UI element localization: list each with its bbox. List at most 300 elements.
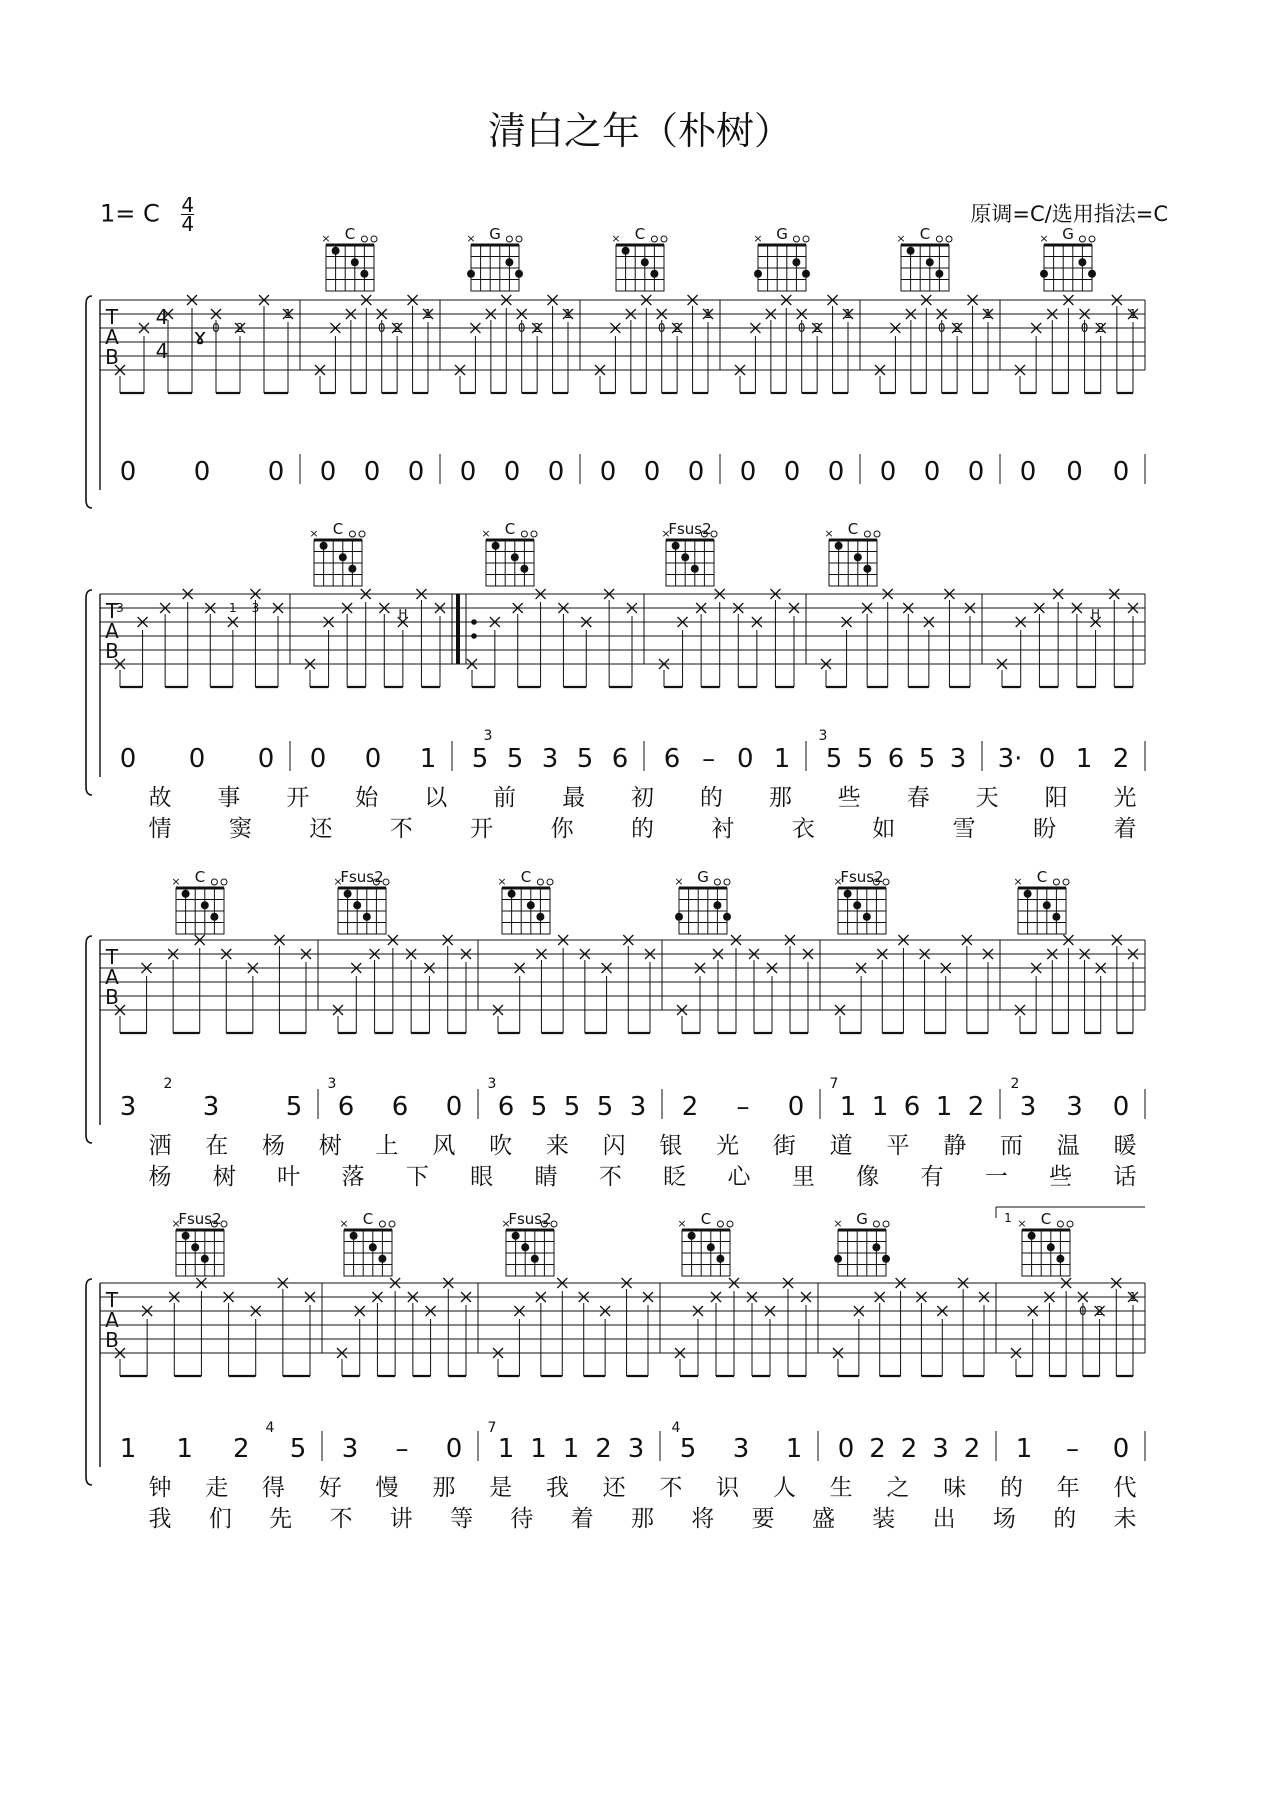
chord-finger-dot (515, 270, 523, 278)
chord-finger-dot (1040, 270, 1048, 278)
grace-note-mark: 7 (829, 1076, 839, 1092)
jianpu-note: 0 (1112, 457, 1130, 487)
lyric-line2-char: 心 (727, 1164, 751, 1190)
lyric-line1-char: 得 (262, 1475, 286, 1501)
tab-time-top: 4 (155, 305, 169, 329)
chord-finger-dot (622, 247, 630, 255)
lyric-line2-char: 树 (212, 1164, 236, 1190)
lyric-line1-char: 阳 (1044, 785, 1068, 811)
lyric-line1-char: 那 (432, 1475, 456, 1501)
chord-open-mark (516, 236, 522, 242)
chord-finger-dot (344, 890, 352, 898)
chord-finger-dot (863, 565, 871, 573)
chord-finger-dot (1028, 1232, 1036, 1240)
chord-open-mark (1057, 1221, 1063, 1227)
lyric-line1-char: 开 (286, 785, 310, 811)
jianpu-note: 1 (785, 1434, 803, 1464)
chord-mute-mark: × (171, 1217, 181, 1230)
repeat-dot (471, 633, 477, 639)
jianpu-note: 5 (471, 744, 489, 774)
chord-name: Fsus2 (840, 868, 884, 886)
tab-fret-digit: 3 (116, 601, 124, 615)
lyric-line2-char: 窦 (228, 816, 252, 842)
chord-finger-dot (511, 553, 519, 561)
chord-mute-mark: × (501, 1217, 511, 1230)
chord-mute-mark: × (466, 232, 476, 245)
grace-note-mark: 7 (487, 1420, 497, 1436)
chord-mute-mark: × (497, 875, 507, 888)
tab-fret-digit: 2 (236, 321, 244, 335)
jianpu-note: 0 (445, 1434, 463, 1464)
lyric-line1-char: 代 (1113, 1475, 1137, 1501)
lyric-line2-char: 话 (1113, 1164, 1137, 1190)
lyric-line2-char: 有 (920, 1164, 944, 1190)
tab-time-bottom: 4 (155, 339, 169, 363)
lyric-line2-char: 杨 (148, 1164, 172, 1190)
lyric-line1-char: 生 (829, 1475, 853, 1501)
chord-open-mark (389, 1221, 395, 1227)
chord-mute-mark: × (661, 527, 671, 540)
chord-open-mark (221, 879, 227, 885)
jianpu-note: 5 (289, 1434, 307, 1464)
chord-finger-dot (723, 913, 731, 921)
chord-finger-dot (688, 1232, 696, 1240)
chord-open-mark (383, 879, 389, 885)
chord-open-mark (379, 1221, 385, 1227)
tab-clef-letter: B (105, 345, 119, 369)
jianpu-note: 0 (643, 457, 661, 487)
tab-fret-digit: 1 (564, 307, 572, 321)
chord-finger-dot (707, 1243, 715, 1251)
lyric-line2-char: 不 (598, 1164, 622, 1190)
chord-finger-dot (716, 1255, 724, 1263)
chord-finger-dot (853, 901, 861, 909)
chord-open-mark (1067, 1221, 1073, 1227)
jianpu-note: 0 (267, 457, 285, 487)
jianpu-note: 1 (119, 1434, 137, 1464)
chord-name: C (504, 520, 516, 538)
jianpu-note: 3· (997, 744, 1023, 774)
chord-finger-dot (872, 1243, 880, 1251)
chord-open-mark (371, 236, 377, 242)
chord-open-mark (874, 531, 880, 537)
tab-fret-digit: 0 (517, 321, 526, 335)
tab-fret-digit: 1 (284, 307, 292, 321)
system-bracket (86, 1279, 92, 1485)
chord-finger-dot (1024, 890, 1032, 898)
lyric-line2-char: 们 (208, 1506, 232, 1532)
lyric-line2-char: 那 (631, 1506, 654, 1532)
tab-fret-digit: 1 (844, 307, 852, 321)
grace-note-mark: 3 (483, 728, 493, 744)
lyric-line2-char: 先 (269, 1506, 293, 1532)
chord-open-mark (551, 1221, 557, 1227)
jianpu-note: 0 (1112, 1434, 1130, 1464)
lyric-line1-char: 人 (772, 1475, 796, 1501)
chord-finger-dot (492, 542, 500, 550)
jianpu-note: 2 (900, 1434, 918, 1464)
lyric-line1-char: 识 (716, 1475, 740, 1501)
chord-open-mark (651, 236, 657, 242)
jianpu-note: 0 (459, 457, 477, 487)
jianpu-note: – (736, 1092, 750, 1122)
chord-mute-mark: × (753, 232, 763, 245)
lyric-line2-char: 睛 (534, 1164, 558, 1190)
lyric-line1-char: 那 (768, 785, 792, 811)
chord-open-mark (883, 1221, 889, 1227)
jianpu-note: 3 (627, 1434, 645, 1464)
tab-fret-digit: 3 (251, 601, 260, 615)
lyric-line2-char: 要 (751, 1506, 775, 1532)
lyric-line1-char: 暖 (1113, 1133, 1137, 1159)
lyric-line2-char: 如 (872, 816, 896, 842)
lyric-line2-char: 落 (341, 1164, 365, 1190)
jianpu-note: 0 (827, 457, 845, 487)
grace-note-mark: 2 (1010, 1076, 1020, 1092)
grace-note-mark: 3 (818, 728, 828, 744)
lyric-line2-char: 出 (932, 1506, 956, 1532)
chord-finger-dot (802, 270, 810, 278)
tab-clef-letter: A (105, 965, 119, 989)
chord-finger-dot (201, 1255, 209, 1263)
chord-finger-dot (754, 270, 762, 278)
chord-open-mark (537, 879, 543, 885)
chord-mute-mark: × (677, 1217, 687, 1230)
key-label: 1= C (100, 199, 160, 228)
jianpu-note: 0 (445, 1092, 463, 1122)
chord-finger-dot (527, 901, 535, 909)
lyric-line2-char: 衣 (791, 816, 815, 842)
lyric-line1-char: 年 (1056, 1475, 1080, 1501)
lyric-line1-char: 以 (424, 785, 448, 811)
tab-fret-digit: 0 (1079, 1304, 1087, 1318)
chord-finger-dot (1056, 1255, 1064, 1263)
chord-mute-mark: × (339, 1217, 349, 1230)
jianpu-note: 0 (119, 744, 137, 774)
lyric-line1-char: 还 (602, 1475, 626, 1501)
lyric-line1-char: 上 (375, 1133, 399, 1159)
chord-finger-dot (935, 270, 943, 278)
chord-name: C (362, 1210, 374, 1228)
chord-finger-dot (834, 1255, 842, 1263)
chord-finger-dot (363, 913, 371, 921)
lyric-line2-char: 不 (329, 1506, 353, 1532)
lyric-line1-char: 初 (631, 785, 654, 811)
lyric-line1-char: 洒 (148, 1133, 172, 1159)
lyric-line2-char: 我 (148, 1506, 172, 1532)
jianpu-note: 0 (783, 457, 801, 487)
chord-open-mark (864, 531, 870, 537)
chord-name: Fsus2 (340, 868, 384, 886)
rest-symbol: ɤ (193, 325, 207, 350)
lyric-line2-char: 衬 (711, 816, 735, 842)
jianpu-note: 0 (319, 457, 337, 487)
chord-name: G (776, 225, 788, 243)
tab-fret-digit: 0 (377, 321, 386, 335)
lyric-line2-char: 眼 (470, 1164, 494, 1190)
chord-mute-mark: × (1013, 875, 1023, 888)
lyric-line1-char: 是 (489, 1475, 513, 1501)
lyric-line2-char: 像 (856, 1164, 880, 1190)
chord-open-mark (531, 531, 537, 537)
lyric-line1-char: 前 (493, 785, 517, 811)
chord-finger-dot (201, 901, 209, 909)
jianpu-note: 6 (611, 744, 629, 774)
chord-finger-dot (467, 270, 475, 278)
lyric-line2-char: 着 (1113, 816, 1137, 842)
chord-open-mark (873, 1221, 879, 1227)
chord-finger-dot (351, 258, 359, 266)
jianpu-note: 1 (871, 1092, 889, 1122)
chord-name: C (700, 1210, 712, 1228)
jianpu-note: 1 (1075, 744, 1093, 774)
tab-fret-digit: 0 (657, 321, 666, 335)
chord-name: G (489, 225, 501, 243)
tab-clef-letter: A (105, 1308, 119, 1332)
jianpu-note: 0 (188, 744, 206, 774)
chord-finger-dot (512, 1232, 520, 1240)
lyric-line1-char: 在 (205, 1133, 229, 1159)
lyric-line1-char: 闪 (602, 1133, 626, 1159)
jianpu-note: 0 (547, 457, 565, 487)
chord-open-mark (717, 1221, 723, 1227)
chord-name: C (332, 520, 344, 538)
lyric-line1-char: 最 (562, 785, 586, 811)
tab-clef-letter: B (105, 1328, 119, 1352)
chord-open-mark (946, 236, 952, 242)
system-bracket (86, 936, 92, 1143)
jianpu-note: 0 (967, 457, 985, 487)
lyric-line1-char: 的 (699, 785, 723, 811)
lyric-line1-char: 慢 (375, 1475, 399, 1501)
lyric-line2-char: 等 (450, 1506, 474, 1532)
chord-mute-mark: × (481, 527, 491, 540)
lyric-line2-char: 里 (791, 1164, 815, 1190)
chord-mute-mark: × (309, 527, 319, 540)
chord-open-mark (727, 1221, 733, 1227)
jianpu-note: 0 (1066, 457, 1083, 487)
lyric-line2-char: 的 (1053, 1506, 1077, 1532)
jianpu-note: 0 (1019, 457, 1037, 487)
original-key: 原调=C/选用指法=C (970, 202, 1168, 226)
lyric-line2-char: 眨 (663, 1164, 687, 1190)
chord-finger-dot (650, 270, 658, 278)
jianpu-note: 3 (932, 1434, 949, 1464)
chord-finger-dot (182, 890, 190, 898)
jianpu-note: 0 (737, 744, 754, 774)
tab-fret-digit: 0 (212, 321, 220, 335)
lyric-line2-char: 一 (984, 1164, 1008, 1190)
lyric-line2-char: 你 (550, 816, 574, 842)
chord-name: C (1036, 868, 1048, 886)
chord-open-mark (883, 879, 889, 885)
jianpu-note: 3 (1066, 1092, 1083, 1122)
jianpu-note: 1 (419, 744, 437, 774)
lyric-line1-char: 始 (355, 785, 379, 811)
chord-name: G (697, 868, 709, 886)
tab-fret-digit: 2 (953, 321, 961, 335)
lyric-line1-char: 不 (659, 1475, 683, 1501)
chord-mute-mark: × (896, 232, 906, 245)
tab-fret-digit: 2 (813, 321, 821, 335)
jianpu-note: 0 (407, 457, 425, 487)
chord-mute-mark: × (824, 527, 834, 540)
chord-finger-dot (520, 565, 528, 573)
chord-finger-dot (1078, 258, 1086, 266)
time-top: 4 (181, 193, 195, 217)
jianpu-note: 3 (341, 1434, 359, 1464)
jianpu-note: 0 (599, 457, 617, 487)
jianpu-note: 3 (732, 1434, 750, 1464)
jianpu-note: 2 (595, 1434, 612, 1464)
lyric-line1-char: 街 (772, 1133, 796, 1159)
chord-open-mark (936, 236, 942, 242)
chord-finger-dot (378, 1255, 386, 1263)
jianpu-note: 3 (629, 1092, 647, 1122)
jianpu-note: 5 (596, 1092, 614, 1122)
tab-fret-digit: 2 (393, 321, 401, 335)
jianpu-note: 0 (1112, 1092, 1130, 1122)
chord-finger-dot (675, 913, 683, 921)
chord-mute-mark: × (171, 875, 181, 888)
jianpu-note: 1 (935, 1092, 953, 1122)
chord-finger-dot (1052, 913, 1060, 921)
chord-open-mark (803, 236, 809, 242)
grace-note-mark: 4 (671, 1420, 681, 1436)
repeat-dot (471, 619, 477, 625)
tab-fret-digit: 2 (1096, 321, 1105, 335)
chord-name: C (194, 868, 206, 886)
jianpu-note: 2 (233, 1434, 250, 1464)
lyric-line2-char: 些 (1049, 1164, 1073, 1190)
lyric-line1-char: 杨 (262, 1133, 286, 1159)
chord-name: C (634, 225, 646, 243)
jianpu-note: 1 (497, 1434, 515, 1464)
chord-open-mark (724, 879, 730, 885)
chord-name: C (919, 225, 931, 243)
tab-clef-letter: B (105, 639, 119, 663)
lyric-line2-char: 情 (148, 816, 172, 842)
chord-finger-dot (835, 542, 843, 550)
jianpu-note: 6 (337, 1092, 355, 1122)
tab-fret-digit: 0 (797, 321, 806, 335)
jianpu-note: 5 (856, 744, 874, 774)
chord-mute-mark: × (833, 1217, 843, 1230)
chord-name: G (1062, 225, 1074, 243)
chord-finger-dot (350, 1232, 358, 1240)
volta-label: 1 (1004, 1211, 1012, 1225)
tab-fret-digit: 2 (533, 321, 541, 335)
chord-mute-mark: × (833, 875, 843, 888)
chord-name: C (1040, 1210, 1052, 1228)
tab-fret-digit: 1 (1129, 307, 1137, 321)
lyric-line2-char: 场 (992, 1506, 1016, 1532)
jianpu-note: 2 (681, 1092, 699, 1122)
lyric-line1-char: 来 (545, 1133, 569, 1159)
jianpu-note: 1 (530, 1434, 547, 1464)
chord-open-mark (506, 236, 512, 242)
lyric-line1-char: 味 (943, 1475, 967, 1501)
lyric-line1-char: 好 (318, 1475, 342, 1501)
tab-fret-digit: 1 (1129, 1290, 1137, 1304)
jianpu-note: 0 (837, 1434, 855, 1464)
chord-finger-dot (191, 1243, 199, 1251)
chord-open-mark (1063, 879, 1069, 885)
lyric-line2-char: 将 (691, 1506, 715, 1532)
chord-open-mark (359, 531, 365, 537)
jianpu-note: 3 (1019, 1092, 1037, 1122)
jianpu-note: 0 (879, 457, 897, 487)
chord-finger-dot (641, 258, 649, 266)
chord-finger-dot (182, 1232, 190, 1240)
chord-mute-mark: × (1017, 1217, 1027, 1230)
tab-fret-digit: 1 (984, 307, 992, 321)
time-bottom: 4 (181, 212, 195, 236)
lyric-line1-char: 春 (906, 785, 930, 811)
tab-fret-digit: 2 (673, 321, 681, 335)
chord-finger-dot (882, 1255, 890, 1263)
jianpu-note: 1 (1015, 1434, 1033, 1464)
chord-finger-dot (863, 913, 871, 921)
chord-finger-dot (854, 553, 862, 561)
jianpu-note: 5 (576, 744, 594, 774)
chord-finger-dot (844, 890, 852, 898)
lyric-line2-char: 讲 (389, 1506, 413, 1532)
jianpu-note: 5 (563, 1092, 581, 1122)
chord-finger-dot (353, 901, 361, 909)
lyric-line1-char: 银 (659, 1133, 683, 1159)
lyric-line2-char: 盼 (1033, 816, 1057, 842)
chord-open-mark (221, 1221, 227, 1227)
tab-clef-letter: T (105, 945, 119, 969)
lyric-line2-char: 叶 (277, 1164, 301, 1190)
jianpu-note: 3 (119, 1092, 137, 1122)
chord-finger-dot (713, 901, 721, 909)
tab-fret-digit: 1 (424, 307, 432, 321)
lyric-line1-char: 的 (999, 1475, 1023, 1501)
system-bracket (86, 296, 92, 508)
tab-fret-digit: 0 (1080, 321, 1089, 335)
jianpu-note: – (395, 1434, 409, 1464)
lyric-line1-char: 温 (1056, 1133, 1080, 1159)
lyric-line2-char: 盛 (811, 1506, 835, 1532)
lyric-line1-char: 道 (829, 1133, 853, 1159)
lyric-line1-char: 静 (943, 1133, 967, 1159)
chord-mute-mark: × (611, 232, 621, 245)
chord-open-mark (1053, 879, 1059, 885)
chord-open-mark (1079, 236, 1085, 242)
chord-finger-dot (1088, 270, 1096, 278)
chord-finger-dot (926, 258, 934, 266)
lyric-line2-char: 雪 (952, 816, 976, 842)
lyric-line1-char: 天 (975, 785, 999, 811)
jianpu-note: 6 (663, 744, 681, 774)
chord-open-mark (711, 531, 717, 537)
grace-note-mark: 3 (487, 1076, 497, 1092)
lyric-line2-char: 待 (510, 1506, 534, 1532)
jianpu-note: 1 (562, 1434, 580, 1464)
jianpu-note: 0 (119, 457, 137, 487)
chord-finger-dot (339, 553, 347, 561)
chord-mute-mark: × (321, 232, 331, 245)
chord-open-mark (349, 531, 355, 537)
chord-name: Fsus2 (178, 1210, 222, 1228)
lyric-line1-char: 些 (837, 785, 861, 811)
chord-open-mark (547, 879, 553, 885)
chord-finger-dot (521, 1243, 529, 1251)
jianpu-note: 6 (497, 1092, 515, 1122)
chord-mute-mark: × (1039, 232, 1049, 245)
